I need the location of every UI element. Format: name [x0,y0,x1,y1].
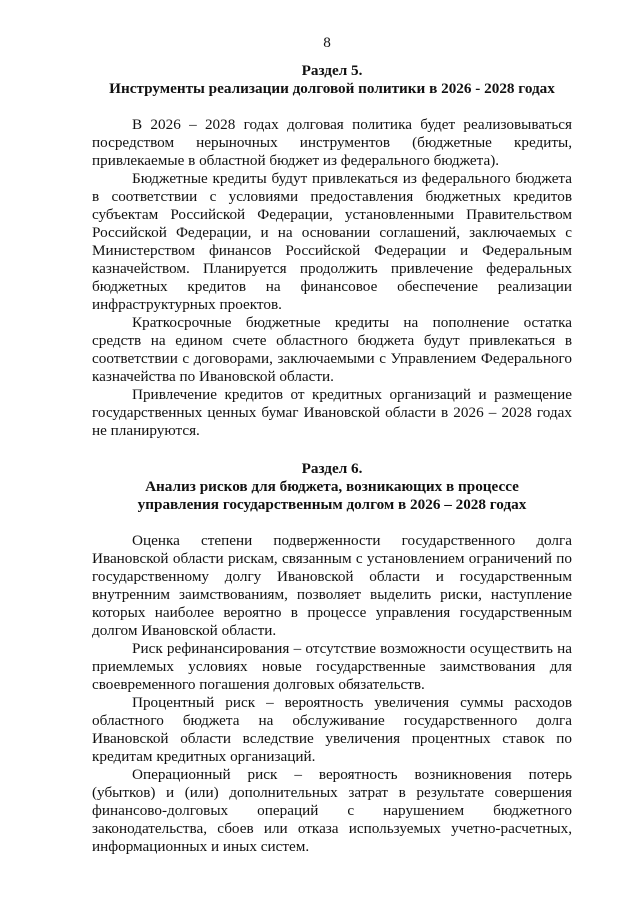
section-6-paragraph: Процентный риск – вероятность увеличения суммы расходов областного бюджета на обслуживание государственного долга Ивановской области вследствие увеличения процентных ставок по кредитам кредитных организаций. [92,694,572,765]
section-6-label: Раздел 6. [301,460,363,477]
section-6 [92,460,572,856]
section-6-title-line-1: Анализ рисков для бюджета, возникающих в процессе [145,478,519,495]
section-5-paragraph: Бюджетные кредиты будут привлекаться из федерального бюджета в соответствии с условиями предоставления бюджетных кредитов субъектам Российской Федерации, установленными Правительством Российской Федерации, и на основании соглашений, заключаемых с Министерством финансов Российской Федерации и Федеральным казначейством. Планируется продолжить привлечение федеральных бюджетных кредитов на финансовое обеспечение реализации инфраструктурных проектов. [92,170,572,313]
section-5-paragraph: В 2026 – 2028 годах долговая политика будет реализовываться посредством нерыночных инструментов (бюджетные кредиты, привлекаемые в областной бюджет из федерального бюджета). [92,116,572,169]
page-number: 8 [323,34,331,51]
section-6-paragraph: Операционный риск – вероятность возникновения потерь (убытков) и (или) дополнительных затрат в результате совершения финансово-долговых операций с нарушением бюджетного законодательства, сбоев или отказа используемых учетно-расчетных, информационных и иных систем. [92,766,572,855]
section-5-label: Раздел 5. [301,62,363,79]
section-5-title: Инструменты реализации долговой политики в 2026 - 2028 годах [109,80,555,97]
section-5-paragraph: Краткосрочные бюджетные кредиты на пополнение остатка средств на едином счете областного бюджета будут привлекаться в соответствии с договорами, заключаемыми с Управлением Федерального казначейства по Ивановской области. [92,314,572,385]
section-6-paragraph: Оценка степени подверженности государственного долга Ивановской области рискам, связанным с установлением ограничений по государственному долгу Ивановской области и государственным внутренним заимствованиям, позволяет выделить риски, наступление которых наиболее вероятно в процессе управления государственным долгом Ивановской области. [92,532,572,639]
section-6-paragraph: Риск рефинансирования – отсутствие возможности осуществить на приемлемых условиях новые государственные заимствования для своевременного погашения долговых обязательств. [92,640,572,693]
section-5 [92,62,572,440]
section-5-paragraph: Привлечение кредитов от кредитных организаций и размещение государственных ценных бумаг Ивановской области в 2026 – 2028 годах не планируются. [92,386,572,439]
section-6-title-line-2: управления государственным долгом в 2026 – 2028 годах [137,496,527,513]
